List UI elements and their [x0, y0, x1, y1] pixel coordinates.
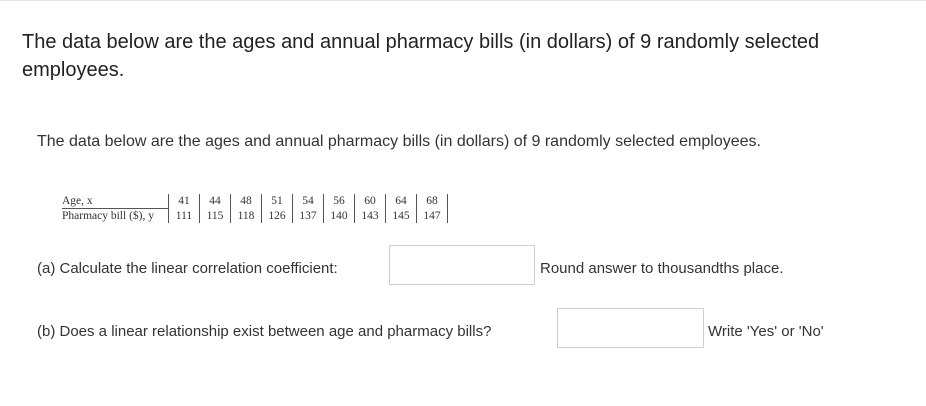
part-a-question: (a) Calculate the linear correlation coefficient: [37, 260, 338, 277]
age-value: 41 [168, 194, 199, 209]
age-value: 60 [354, 194, 385, 209]
age-value: 54 [292, 194, 323, 209]
table-row-pharmacy-bill [62, 209, 447, 224]
age-value: 56 [323, 194, 354, 209]
top-divider [0, 0, 926, 1]
data-table [62, 194, 448, 223]
problem-statement: The data below are the ages and annual pharmacy bills (in dollars) of 9 randomly selected employees. [37, 133, 761, 150]
part-a-hint: Round answer to thousandths place. [540, 260, 784, 277]
pharmacy-bill-row-label: Pharmacy bill ($), y [62, 210, 154, 222]
pharmacy-bill-value: 118 [230, 209, 261, 224]
pharmacy-bill-value: 115 [199, 209, 230, 224]
age-value: 51 [261, 194, 292, 209]
pharmacy-bill-value: 111 [168, 209, 199, 224]
correlation-coefficient-input[interactable] [389, 245, 535, 285]
age-value: 44 [199, 194, 230, 209]
pharmacy-bill-value: 145 [385, 209, 416, 224]
pharmacy-bill-value: 137 [292, 209, 323, 224]
part-b-hint: Write 'Yes' or 'No' [708, 323, 824, 340]
age-value: 48 [230, 194, 261, 209]
pharmacy-bill-value: 126 [261, 209, 292, 224]
part-b-question: (b) Does a linear relationship exist between age and pharmacy bills? [37, 323, 492, 340]
table-row-age [62, 194, 447, 209]
age-row-label: Age, x [62, 194, 168, 209]
age-value: 64 [385, 194, 416, 209]
pharmacy-bill-value: 140 [323, 209, 354, 224]
intro-text: The data below are the ages and annual pharmacy bills (in dollars) of 9 randomly selected employees. [22, 31, 820, 81]
pharmacy-bill-value: 143 [354, 209, 385, 224]
pharmacy-bill-value: 147 [416, 209, 447, 224]
linear-relationship-input[interactable] [557, 308, 704, 348]
age-value: 68 [416, 194, 447, 209]
